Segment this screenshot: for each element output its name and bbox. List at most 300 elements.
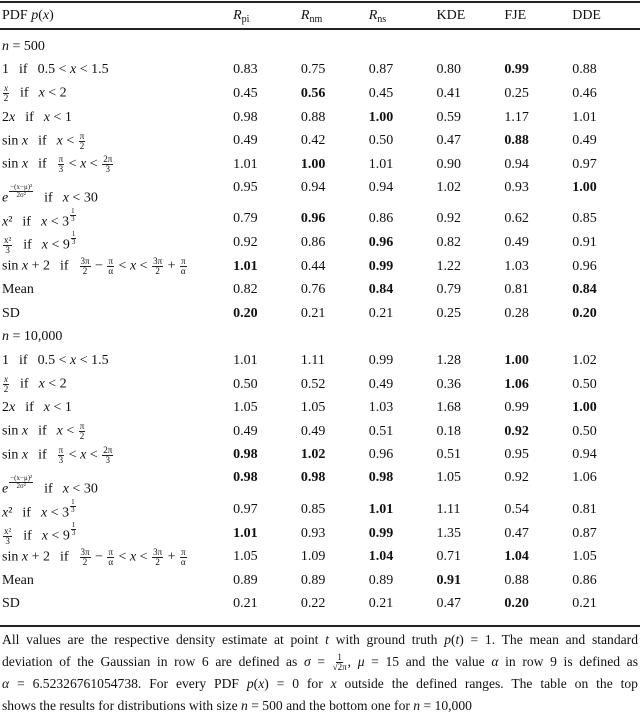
cell-rns: 0.99 [368,352,394,368]
math-text: if [44,481,53,497]
numerator: π [181,546,186,557]
cell-rpi: 0.89 [233,572,258,588]
table-caption [2,629,638,717]
fraction [79,132,86,151]
cell-rns: 1.03 [368,400,394,416]
cell-fje: 1.03 [504,258,529,274]
cell-dde: 0.94 [572,447,597,463]
math-text: e [2,190,9,206]
cell-dde: 0.81 [572,501,597,517]
pdf-label [0,446,233,465]
numerator: π [181,256,186,267]
cell-rpi: 0.45 [233,85,258,101]
numerator: 3π [153,546,163,557]
math-text: sin [2,424,22,440]
math-text: x [129,258,137,274]
math-text: if [22,214,31,230]
pdf-label [0,110,233,126]
denominator: 2 [155,266,160,277]
table-row [0,255,640,279]
cell-fje: 0.88 [504,572,529,588]
math-text: p [31,8,39,23]
cell-dde: 0.50 [572,423,597,439]
table-row [0,177,640,208]
math-text: x [21,133,29,149]
math-text: = 15 and the value [364,654,492,669]
math-text: if [25,400,34,416]
math-text: σ [303,654,311,669]
fraction [152,257,163,276]
math-text: sin [2,447,22,463]
math-text: < 30 [68,190,98,206]
cell-rpi: 1.05 [233,400,258,416]
math-text: if [23,528,32,544]
cell-dde: 0.88 [572,62,597,78]
math-text: < 3 [47,505,70,521]
numerator: π [79,130,85,141]
header-rns [369,8,437,25]
cell-kde: 0.59 [436,109,462,125]
cell-rns: 0.96 [368,234,394,250]
math-text: sin [2,133,22,149]
math-text: x [38,376,45,392]
table-row [0,444,640,468]
denominator: α [180,556,186,567]
math-text: if [44,190,53,206]
math-text: = 500 and the bottom one for [247,698,414,713]
math-text: x [21,424,29,440]
cell-fje: 0.81 [504,282,529,298]
cell-kde: 0.51 [436,447,462,463]
cell-dde: 1.06 [572,470,597,486]
table-row [0,593,640,617]
math-text: x [9,109,16,125]
cell-dde: 1.02 [572,352,597,368]
cell-kde: 0.18 [436,423,462,439]
denominator: 2 [79,431,85,442]
cell-rnm: 1.11 [300,352,325,368]
cell-rpi: 1.05 [233,549,258,565]
cell-rpi: 0.98 [233,109,258,125]
numerator: x [4,374,8,385]
denominator: 3 [105,164,110,175]
pdf-label [0,208,233,231]
math-text: if [25,109,34,125]
superscript [8,183,34,200]
cell-dde: 0.46 [572,85,597,101]
math-text: p [246,676,254,691]
numerator: −(x−μ)² [10,183,33,192]
cell-rpi: 0.82 [233,282,258,298]
cell-rns: 0.98 [368,470,394,486]
math-text: < 2 [44,376,67,392]
numerator: π [58,444,64,455]
cell-rns: 0.50 [368,133,394,149]
cell-rns: 0.99 [368,525,394,541]
cell-kde: 0.41 [436,85,462,101]
math-text: < 30 [68,481,98,497]
cell-rnm: 0.42 [300,133,326,149]
math-text: 1 [2,352,9,368]
math-text: α [2,676,10,691]
math-text: t [325,632,329,647]
math-text: < 1.5 [76,352,109,368]
math-text: < 1 [50,109,72,125]
math-text: deviation of the Gaussian in row 6 are defined as [2,654,304,669]
cell-rnm: 0.96 [300,211,326,227]
pdf-label: SD [2,305,20,321]
cell-rns: 0.86 [368,211,394,227]
math-text: < [65,447,81,463]
table-row [0,545,640,569]
fraction [3,236,12,255]
cell-kde: 1.68 [436,400,462,416]
cell-rns: 0.84 [368,282,394,298]
math-text: outside the defined ranges. The table on the top [336,676,638,691]
fraction [107,548,114,567]
cell-dde: 0.49 [572,133,597,149]
denominator: 3 [105,454,110,465]
fraction [102,446,113,465]
cell-rns: 0.49 [368,376,394,392]
cell-kde: 0.90 [436,156,462,172]
math-text: x [69,62,77,78]
cell-rpi: 0.49 [233,133,258,149]
header-kde [437,8,505,24]
numerator: 3π [80,256,90,267]
cell-fje: 1.17 [504,109,529,125]
cell-rpi: 0.79 [233,211,258,227]
cell-kde: 0.91 [436,572,462,588]
math-text: ) [49,8,54,23]
header-label: DDE [572,8,601,23]
denominator: 3 [58,454,64,465]
cell-kde: 0.80 [436,62,462,78]
fraction [102,155,113,174]
denominator: 2 [79,140,85,151]
math-text: + 2 [28,258,50,274]
cell-fje: 0.47 [504,525,529,541]
cell-rnm: 0.52 [300,376,326,392]
cell-rns: 0.51 [368,423,394,439]
denominator: 2 [155,556,160,567]
table-row [0,106,640,130]
cell-kde: 0.36 [436,376,462,392]
math-text: x [41,237,48,253]
cell-fje: 0.93 [504,179,529,195]
numerator: 3π [153,256,163,267]
numerator: x² [4,234,12,245]
header-label: R [233,7,242,23]
fraction [58,155,65,174]
cell-rpi: 0.98 [233,447,258,463]
denominator: 2σ² [16,191,26,200]
math-text: ( [253,676,259,691]
cell-rnm: 0.44 [300,258,326,274]
math-text: = [310,654,332,669]
superscript [8,473,34,490]
cell-rns: 0.89 [368,572,394,588]
table-row [0,59,640,83]
cell-rns: 0.96 [368,447,394,463]
superscript [69,497,77,514]
denominator: 2σ² [16,481,26,490]
fraction [79,422,86,441]
math-text: = 10,000 [420,698,472,713]
denominator: 3 [71,215,75,224]
cell-kde: 1.05 [436,470,462,486]
header-subscript: nm [309,13,323,25]
cell-rnm: 0.85 [300,501,326,517]
cell-rnm: 0.94 [300,179,326,195]
cell-fje: 0.94 [504,156,529,172]
math-text: x [62,190,69,206]
fraction [9,475,33,490]
denominator: 2 [3,93,9,104]
section-title [0,35,640,59]
header-label: KDE [436,8,466,23]
math-text: x [38,86,45,102]
cell-kde: 1.11 [436,501,461,517]
header-subscript: ns [377,13,387,25]
cell-kde: 0.82 [436,234,462,250]
math-text: μ [357,654,365,669]
numerator: 1 [71,230,76,239]
cell-rnm: 0.98 [300,470,326,486]
pdf-label [0,375,233,394]
cell-fje: 1.04 [504,549,529,565]
math-text: n [413,698,421,713]
cell-kde: 0.25 [436,305,462,321]
cell-rpi: 0.83 [233,62,258,78]
cell-dde: 0.96 [572,258,597,274]
cell-fje: 0.25 [504,85,529,101]
cell-rns: 0.99 [368,258,394,274]
math-text: − [91,549,107,565]
caption-line [2,629,638,651]
math-text: 0.5 < [37,352,70,368]
math-text: x [129,549,137,565]
pdf-label [0,522,233,546]
header-label: R [300,7,310,23]
fraction [107,257,114,276]
fraction [71,231,77,246]
math-text: < 1 [50,400,72,416]
math-text: PDF [2,8,32,23]
table-row [0,420,640,444]
cell-rpi: 1.01 [233,525,258,541]
cell-fje: 0.92 [504,470,529,486]
math-text: x [69,352,77,368]
cell-dde: 0.20 [572,305,597,321]
cell-dde: 0.86 [572,572,597,588]
math-text: < [86,157,102,173]
math-text: ) = 0 for [264,676,331,691]
cell-rnm: 0.21 [300,305,326,321]
table-row [0,373,640,397]
table-row [0,82,640,106]
cell-rnm: 0.88 [300,109,326,125]
cell-fje: 1.06 [504,376,529,392]
math-text: < [62,133,78,149]
numerator: π [108,546,114,557]
cell-dde: 0.84 [572,282,597,298]
pdf-label [0,499,233,522]
cell-rpi: 0.98 [233,470,258,486]
table-row [0,278,640,302]
math-text: sin [2,258,22,274]
math-text: ( [450,632,456,647]
denominator: 3 [58,164,64,175]
cell-fje: 0.28 [504,305,529,321]
math-text: α [491,654,499,669]
denominator: 3 [71,505,75,514]
table-row [0,522,640,546]
pdf-label: SD [2,596,20,612]
cell-rnm: 0.76 [300,282,326,298]
table-row [0,569,640,593]
math-text: e [2,481,9,497]
fraction [333,653,347,672]
fraction [9,184,33,199]
cell-kde: 1.22 [436,258,462,274]
fraction [70,208,76,223]
math-text: x [2,214,9,230]
cell-rpi: 1.01 [233,352,258,368]
math-text: ( [38,8,43,23]
math-text: with ground truth [328,632,445,647]
cell-fje: 0.54 [504,501,529,517]
numerator: x [4,83,8,94]
denominator: 2 [82,266,88,277]
header-rnm [301,8,369,25]
math-text: x [80,447,87,463]
cell-rns: 1.00 [368,109,394,125]
math-text: < 9 [47,237,70,253]
denominator: √2π [332,662,347,673]
math-text: if [38,133,47,149]
math-text: if [19,62,28,78]
cell-rnm: 1.09 [300,549,326,565]
math-text: 0.5 < [37,62,70,78]
cell-dde: 1.00 [572,400,597,416]
cell-dde: 0.97 [572,156,597,172]
cell-rns: 0.87 [368,62,394,78]
cell-rpi: 0.97 [233,501,258,517]
header-subscript: pi [241,13,250,25]
denominator: 3 [5,244,10,255]
fraction [3,84,9,103]
math-text: x [62,481,69,497]
math-text: ) = 1. The mean and standard [459,632,638,647]
cell-fje: 1.00 [504,352,529,368]
math-text: x [21,549,29,565]
numerator: x² [4,525,12,536]
math-text: x [41,528,48,544]
table-row [0,208,640,232]
numerator: 2π [103,154,113,165]
pdf-label [0,400,233,416]
math-text: < 9 [47,528,70,544]
math-text: shows the results for distributions with size [2,698,242,713]
math-text: All values are the respective density estimate at point [2,632,326,647]
cell-rns: 1.01 [368,156,394,172]
cell-fje: 0.99 [504,400,529,416]
cell-fje: 0.95 [504,447,529,463]
caption-line [2,673,638,695]
numerator: 1 [71,520,76,529]
header-label: FJE [504,8,527,23]
cell-rpi: 0.21 [233,596,258,612]
math-text: 2 [2,400,9,416]
cell-rnm: 1.00 [300,156,326,172]
pdf-label: Mean [2,282,34,298]
table-row [0,231,640,255]
table-row [0,153,640,177]
math-text: < [115,258,130,274]
math-text: x [21,157,29,173]
math-text: x [80,157,87,173]
math-text: x [42,8,50,23]
table-row [0,498,640,522]
header-fje [504,8,572,24]
math-text: < [136,549,152,565]
denominator: 2 [82,556,88,567]
cell-fje: 0.62 [504,211,529,227]
table-row [0,129,640,153]
math-text: ² [8,505,13,521]
cell-rpi: 1.01 [233,258,258,274]
math-text: if [19,352,28,368]
math-text: < 3 [47,214,70,230]
pdf-label [0,155,233,174]
math-text: < 2 [44,86,67,102]
cell-kde: 1.02 [436,179,462,195]
math-text: if [38,424,47,440]
cell-kde: 1.35 [436,525,462,541]
math-text: if [59,258,69,274]
denominator: 3 [5,535,10,546]
header-pdf [0,8,233,24]
math-text: sin [2,157,22,173]
fraction [152,548,163,567]
cell-rpi: 0.20 [233,305,258,321]
cell-rnm: 0.49 [300,423,326,439]
cell-dde: 1.05 [572,549,597,565]
math-text: < [86,447,102,463]
numerator: −(x−μ)² [10,473,33,482]
pdf-label [0,422,233,441]
math-text: x [40,214,48,230]
math-text: < 1.5 [76,62,109,78]
pdf-label [0,353,233,369]
numerator: π [108,256,114,267]
numerator: 1 [71,497,75,506]
math-text: < [65,157,81,173]
table-header-rule [0,28,640,30]
cell-rpi: 0.50 [233,376,258,392]
pdf-label [0,62,233,78]
fraction [70,499,76,514]
math-text: + 2 [28,549,50,565]
cell-dde: 0.87 [572,525,597,541]
superscript [70,230,78,247]
pdf-label [0,231,233,255]
cell-dde: 0.85 [572,211,597,227]
cell-kde: 0.47 [436,596,462,612]
fraction [3,527,12,546]
numerator: π [58,154,64,165]
